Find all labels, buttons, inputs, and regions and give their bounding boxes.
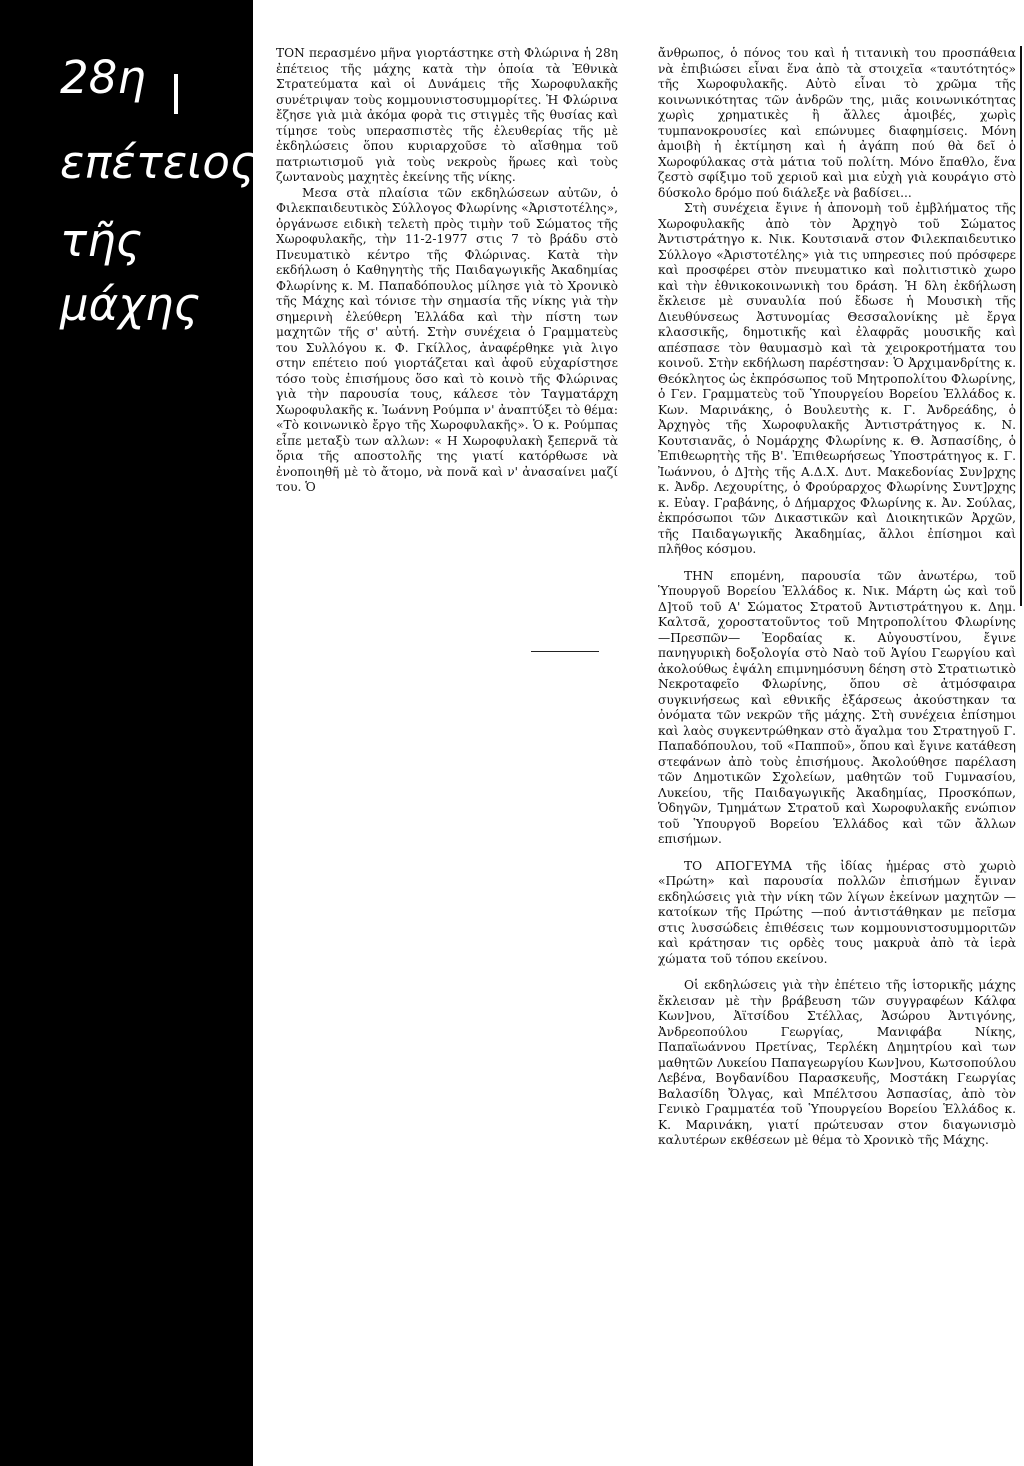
article-column-1 (276, 46, 618, 496)
paragraph: Οἱ εκδηλώσεις γιὰ τὴν ἐπέτειο τῆς ἱστορικῆς μάχης ἔκλεισαν μὲ τὴν βράβευση τῶν συγγραφέων Κάλφα Κων]νου, Ἀϊτσίδου Στέλλας, Ἀσώρου Ἀντιγόνης, Ἀνδρεοπούλου Γεωργίας, Μανιφάβα Νίκης, Παπαϊωάννου Πρετίνας, Τερλέκη Δημητρίου καὶ των μαθητῶν Λυκείου Παπαγεωργίου Κων]νου, Κωτσοπούλου Λεβένα, Βογδανίδου Παρασκευῆς, Μοστάκη Γεωργίας Βαλασίδη Ὄλγας, καὶ Μπέλτσου Ἀσπασίας, ἀπὸ τὸν Γενικὸ Γραμματέα τοῦ Ὑπουργείου Βορείου Ἑλλάδος κ. Κ. Μαρινάκη, γιατί πρώτευσαν στον διαγωνισμὸ καλυτέρων εκθέσεων μὲ θέμα τὸ Χρονικὸ τῆς Μάχης. (658, 978, 1016, 1147)
paragraph: ΤΟ ΑΠΟΓΕΥΜΑ τῆς ἰδίας ἡμέρας στὸ χωριὸ «Πρώτη» καὶ παρουσία πολλῶν ἐπισήμων ἔγιναν εκδηλώσεις γιὰ τὴν νίκη τῶν λίγων ἐκείνων μαχητῶν —κατοίκων τῆς Πρώτης —πού ἀντιστάθηκαν με πεῖσμα στις λυσσώδεις ἐπιθέσεις των κομμουνιστοσυμμοριτῶν καὶ κράτησαν τις ορδὲς τους μακρυὰ ἀπὸ τὰ ἱερὰ χώματα τοῦ τόπου εκείνου. (658, 858, 1016, 966)
paragraph: ΤΟΝ περασμένο μῆνα γιορτάστηκε στὴ Φλώρινα ἡ 28η ἐπέτειος τῆς μάχης κατὰ τὴν ὁποία τὰ Ἐθνικὰ Στρατεύματα καὶ οἱ Δυνάμεις τῆς Χωροφυλακῆς συνέτριψαν τοὺς κομμουνιστοσυμμορίτες. Ἡ Φλώρινα ἔζησε γιὰ μιὰ ἀκόμα φορὰ τις στιγμὲς τῆς θυσίας καὶ τίμησε τοὺς υπερασπιστὲς τῆς ἐλευθερίας τῆς μὲ ἐκδηλώσεις ὅπου κυριαρχοῦσε τὸ αἴσθημα τοῦ πατριωτισμοῦ γιὰ τοὺς νεκροὺς ἥρωες καὶ τοὺς ζωντανοὺς μαχητὲς ἐκείνης τῆς νίκης. (276, 46, 618, 184)
title-panel (0, 0, 257, 1466)
paragraph: ΤΗΝ επομένη, παρουσία τῶν ἀνωτέρω, τοῦ Ὑπουργοῦ Βορείου Ἑλλάδος κ. Νικ. Μάρτη ὡς καὶ τοῦ Δ]τοῦ τοῦ Α' Σώματος Στρατοῦ Ἀντιστράτηγου κ. Δημ. Καλτσᾶ, χοροστατοῦντος τοῦ Μητροπολίτου Φλωρίνης —Πρεσπῶν— Ἐορδαίας κ. Αὐγουστίνου, ἔγινε πανηγυρικὴ δοξολογία στὸ Ναὸ τοῦ Ἁγίου Γεωργίου καὶ ἀκολούθως ἐψάλη επιμνημόσυνη δέηση στὸ Στρατιωτικὸ Νεκροταφεῖο Φλωρίνης, ὅπου σὲ ἀτμόσφαιρα συγκινήσεως καὶ εθνικῆς ἐξάρσεως ἀκούστηκαν τα ὀνόματα τῶν νεκρῶν τῆς μάχης. Στὴ συνέχεια ἐπίσημοι καὶ λαὸς συγκεντρώθηκαν στὸ ἄγαλμα του Στρατηγοῦ Γ. Παπαδόπουλου, τοῦ «Παπποῦ», ὅπου καὶ ἔγινε κατάθεση στεφάνων ἀπὸ τοὺς ἐπισήμους. Ἀκολούθησε παρέλαση τῶν Δημοτικῶν Σχολείων, μαθητῶν τοῦ Γυμνασίου, Λυκείου, τῆς Παιδαγωγικῆς Ἀκαδημίας, Προσκόπων, Ὁδηγῶν, Τμημάτων Στρατοῦ καὶ Χωροφυλακῆς ενώπιον τοῦ Ὑπουργοῦ Βορείου Ἑλλάδος καὶ τῶν ἄλλων επισήμων. (658, 568, 1016, 846)
title-bar-mark (174, 74, 178, 114)
page-edge-line (1020, 46, 1022, 606)
paragraph: Στὴ συνέχεια ἔγινε ἡ ἀπονομὴ τοῦ ἐμβλήματος τῆς Χωροφυλακῆς ἀπὸ τὸν Ἀρχηγὸ τοῦ Σώματος Ἀντιστράτηγο κ. Νικ. Κουτσιανᾶ στον Φιλεκπαιδευτικο Σύλλογο «Ἀριστοτέλης» γιὰ τις υπηρεσιες πού πρόσφερε καὶ προσφέρει στὸν πνευματικο καὶ πολιτιστικὸ χωρο καὶ τὴν ἐθνικοκοινωνικὴ του δράση. Ἡ δλη ἐκδήλωση ἔκλεισε μὲ συναυλία πού ἔδωσε ἡ Μουσικὴ τῆς Διευθύνσεως Ἀστυνομίας Θεσσαλονίκης μὲ ἔργα κλασσικῆς, δημοτικῆς καὶ ἐλαφρᾶς μουσικῆς καὶ απέσπασε τὸν θαυμασμὸ καὶ τὰ χειροκροτήματα του κοινοῦ. Στὴν εκδήλωση παρέστησαν: Ὁ Ἀρχιμανδρίτης κ. Θεόκλητος ὡς ἐκπρόσωπος τοῦ Μητροπολίτου Φλωρίνης, ὁ Γεν. Γραμματεὺς τοῦ Ὑπουργείου Βορείου Ἑλλάδος κ. Κων. Μαρινάκης, ὁ Βουλευτὴς κ. Γ. Ἀνδρεάδης, ὁ Ἀρχηγὸς τῆς Χωροφυλακῆς Ἀντιστράτηγος κ. Ν. Κουτσιανᾶς, ὁ Νομάρχης Φλωρίνης κ. Θ. Ἀσπασίδης, ὁ Ἐπιθεωρητὴς τῆς Β'. Ἐπιθεωρήσεως Ὑποστράτηγος κ. Γ. Ἰωάννου, ὁ Δ]τὴς τῆς Α.Δ.Χ. Δυτ. Μακεδονίας Συν]ρχης κ. Ἀνδρ. Λεχουρίτης, ὁ Φρούραρχος Φλωρίνης Συντ]ρχης κ. Εὐαγ. Γραβάνης, ὁ Δήμαρχος Φλωρίνης κ. Ἀν. Σούλας, ἐκπρόσωποι τῶν Δικαστικῶν καὶ Διοικητικῶν Ἀρχῶν, τῆς Παιδαγωγικῆς Ἀκαδημίας, ἄλλοι ἐπίσημοι καὶ πλῆθος κόσμου. (658, 201, 1016, 556)
title-line-4: μάχης (60, 278, 200, 331)
title-line-1: 28η (60, 51, 146, 104)
paragraph: ἄνθρωπος, ὁ πόνος του καὶ ἡ τιτανικὴ του προσπάθεια νὰ ἐπιβιώσει εἶναι ἕνα ἀπὸ τὰ στοιχεῖα «ταυτότητός» τῆς Χωροφυλακῆς. Αὐτὸ εἶναι τὸ χρῶμα τῆς κοινωνικότητας τῶν ἀνδρῶν της, μιᾶς κοινωνικότητας χωρὶς χρηματικὲς ἢ ἄλλες ἀμοιβές, χωρὶς τυμπανοκρουσίες καὶ επώνυμες διαφημίσεις. Μόνη ἀμοιβὴ ἡ ἐκτίμηση καὶ ἡ ἀγάπη πού θὰ δεῖ ὁ Χωροφύλακας στὰ μάτια τοῦ πολίτη. Μόνο ἔπαθλο, ἕνα ζεστὸ σφίξιμο τοῦ χεριοῦ καὶ μια εὐχὴ γιὰ κουράγιο στὸ δύσκολο δρόμο πού διάλεξε νὰ βαδίσει... (658, 46, 1016, 200)
article-column-2 (658, 46, 1016, 1149)
title-line-2: επέτειος (60, 136, 257, 189)
paragraph: Μεσα στὰ πλαίσια τῶν εκδηλώσεων αὐτῶν, ὁ Φιλεκπαιδευτικὸς Σύλλογος Φλωρίνης «Ἀριστοτέλης», ὀργάνωσε ειδικὴ τελετὴ πρὸς τιμὴν τοῦ Σώματος τῆς Χωροφυλακῆς, τὴν 11-2-1977 στις 7 τὸ βράδυ στὸ Πνευματικὸ κέντρο τῆς Φλώρινας. Κατὰ τὴν εκδήλωση ὁ Καθηγητὴς τῆς Παιδαγωγικῆς Ἀκαδημίας Φλωρίνης κ. Μ. Παπαδόπουλος μίλησε γιὰ τὸ Χρονικὸ τῆς Μάχης καὶ τόνισε τὴν σημασία τῆς νίκης γιὰ τὴν σημερινὴ ἐλεύθερη Ἑλλάδα καὶ τὴν πίστη των μαχητῶν τῆς σ' αὐτή. Στὴν συνέχεια ὁ Γραμματεὺς του Συλλόγου κ. Φ. Γκίλλος, ἀναφέρθηκε γιὰ λιγο στην επέτειο πού γιορτάζεται καὶ ἀφοῦ εὐχαρίστησε τόσο τοὺς ἐπισήμους ὅσο καὶ τὸ κοινὸ τῆς Φλώρινας γιὰ τὴν παρουσία τους, κάλεσε τὸν Ταγματάρχη Χωροφυλακῆς κ. Ἰωάννη Ρούμπα ν' ἀναπτύξει τὸ θέμα: «Τὸ κοινωνικὸ ἔργο τῆς Χωροφυλακῆς». Ὁ κ. Ρούμπας εἶπε μεταξὺ των αλλων: « Η Χωροφυλακὴ ξεπερνᾶ τὰ ὅρια τῆς αποστολῆς της γιατί κατόρθωσε νὰ ἐνοποιηθῆ μὲ τὸ ἄτομο, νὰ πονᾶ καὶ ν' ἀνασαίνει μαζί του. Ὁ (276, 185, 618, 494)
title-line-3: τῆς (60, 214, 143, 267)
column-end-rule (531, 651, 599, 652)
